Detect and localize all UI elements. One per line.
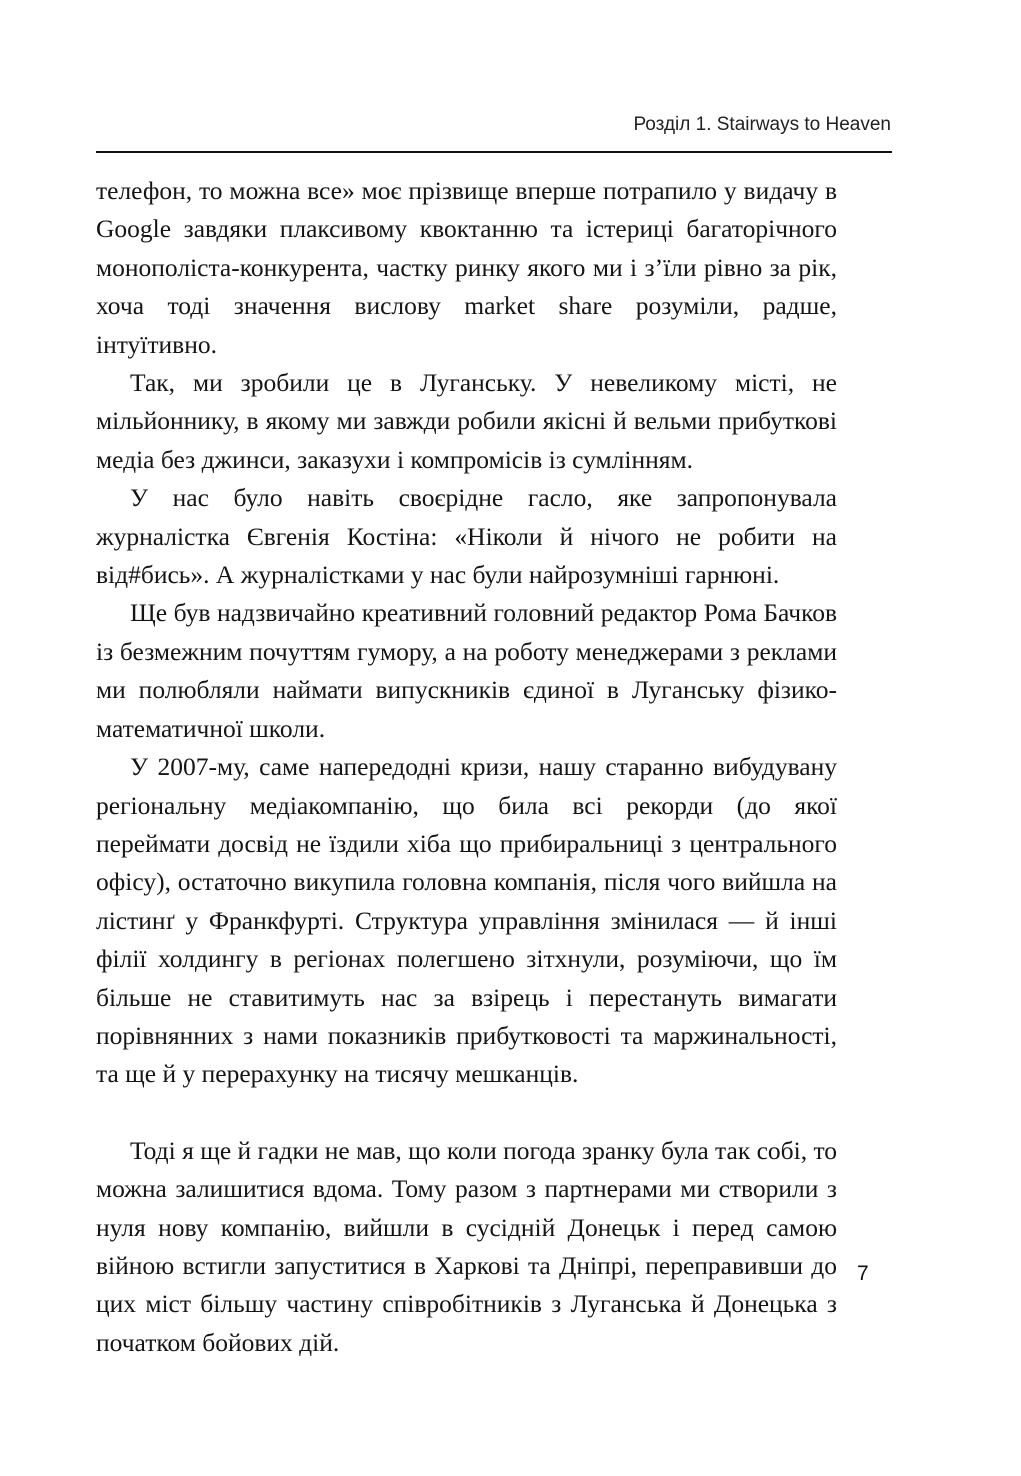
body-text xyxy=(96,172,837,1362)
page-number: 7 xyxy=(857,1262,869,1285)
paragraph: Тоді я ще й гадки не мав, що коли погода зранку була так собі, то можна залишитися вдома. Тому разом з партнерами ми створили з нуля нову компанію, вийшли в сусідній Донецьк і перед самою війною встигли запуститися в Харкові та Дніпрі, переправивши до цих міст більшу частину співробітників з Луганська й Донецька з початком бойових дій. xyxy=(96,1135,838,1357)
paragraph: Так, ми зробили це в Луганську. У невеликому місті, не мільйоннику, в якому ми завжди робили якісні й вельми прибуткові медіа без джинси, заказухи і компромісів із сумлінням. xyxy=(96,368,837,474)
paragraph: У нас було навіть своєрідне гасло, яке запропонувала журналістка Євгенія Костіна: «Ніколи й нічого не робити на від#бись». А журналістками у нас були найрозумніші гарнюні. xyxy=(96,483,837,590)
paragraph: Ще був надзвичайно креативний головний редактор Рома Бачков із безмежним почуттям гумору, а на роботу менеджерами з реклами ми полюбляли наймати випускників єдиної в Луганську фізико-математичної школи. xyxy=(96,598,837,743)
paragraph: У 2007-му, саме напередодні кризи, нашу старанно вибудувану регіональну медіакомпанію, що била всі рекорди (до якої переймати досвід не їздили хіба що прибиральниці з центрального офісу), остаточно викупила головна компанія, після чого вийшла на лістинґ у Франкфурті. Структура управління змінилася — й інші філії холдингу в регіонах полегшено зітхнули, розуміючи, що їм більше не ставитимуть нас за взірець і перестануть вимагати порівнянних з нами показників прибутковості та маржинальності, та ще й у перерахунку на тисячу мешканців. xyxy=(96,752,837,1089)
running-header: Розділ 1. Stairways to Heaven xyxy=(633,114,891,135)
paragraph-continuation: телефон, то можна все» моє прізвище вперше потрапило у видачу в Google завдяки плаксивому квоктанню та істериці багаторічного монополіста-конкурента, частку ринку якого ми і з’їли рівно за рік, хоча тоді значення вислову market share розуміли, радше, інтуїтивно. xyxy=(96,176,837,359)
header-divider xyxy=(96,151,892,153)
